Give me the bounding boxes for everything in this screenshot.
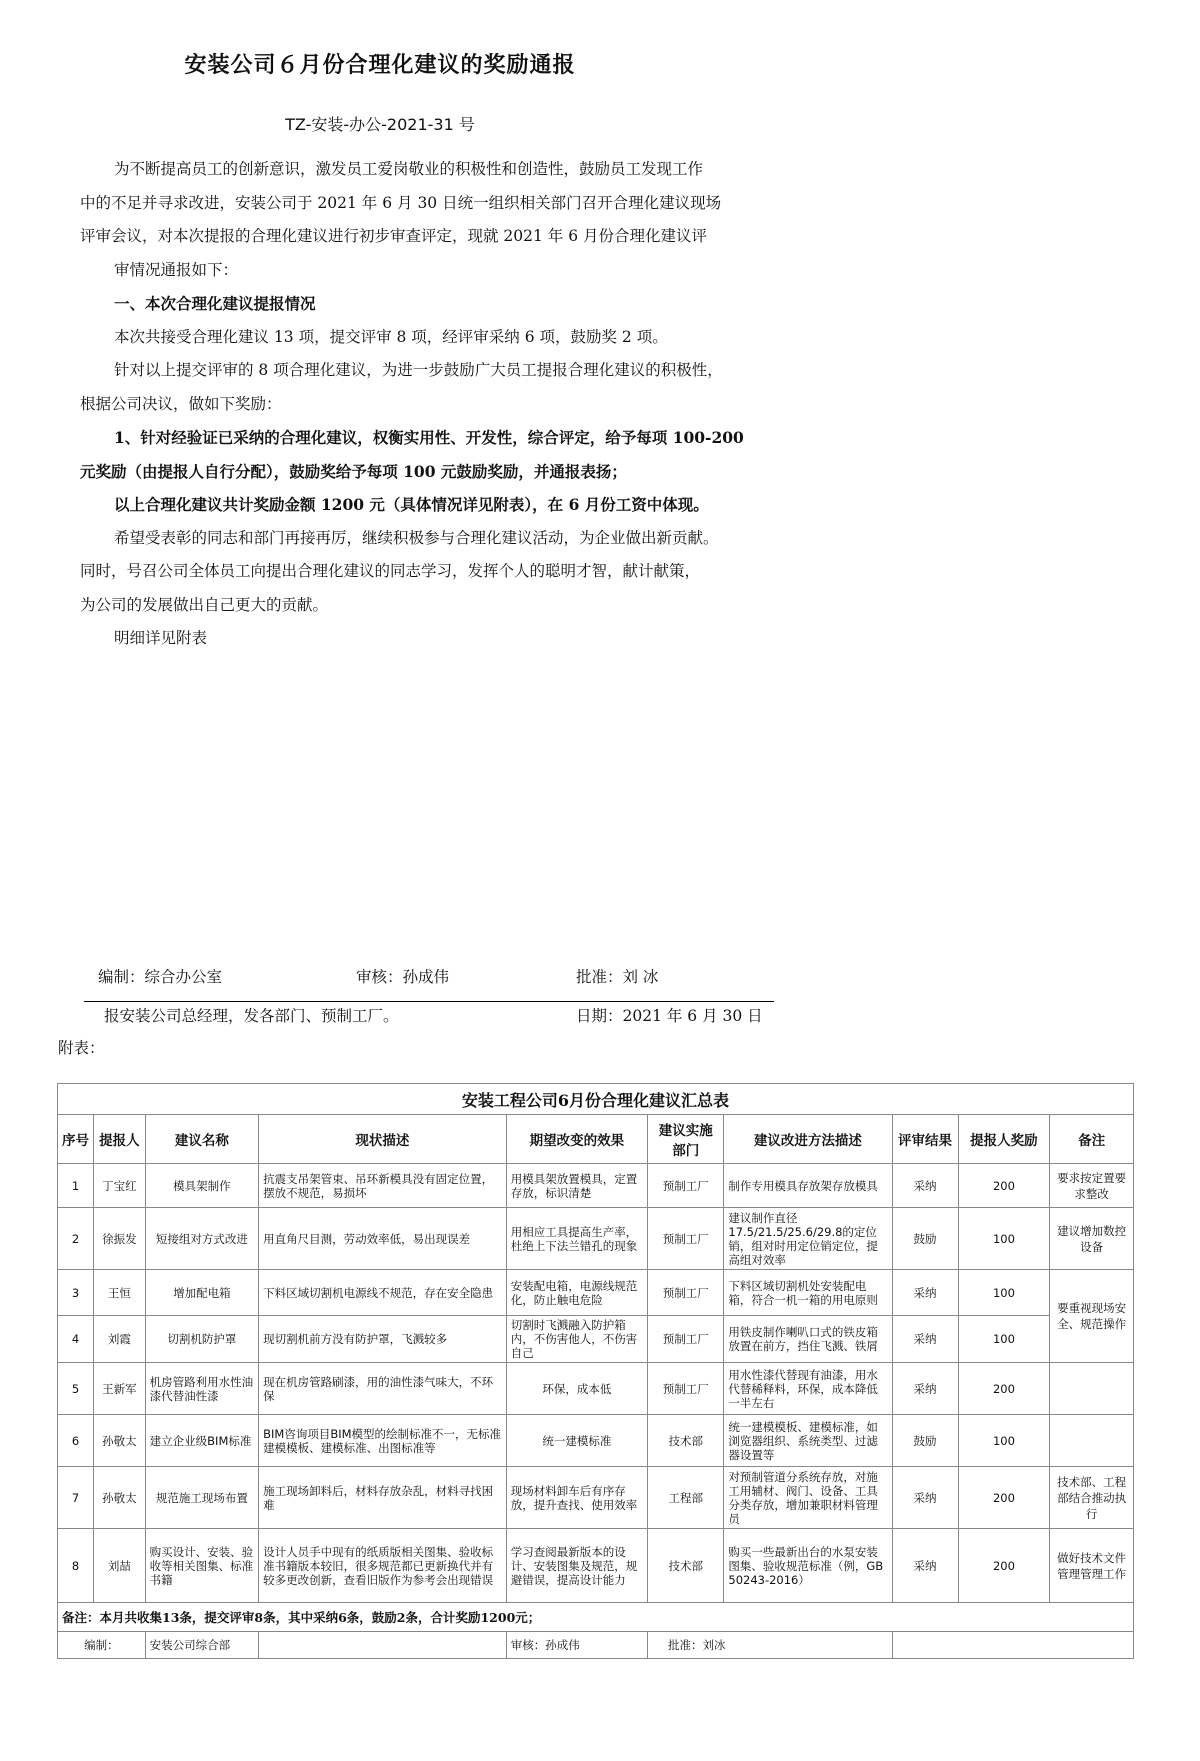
header-effect: 期望改变的效果 <box>506 1115 647 1164</box>
reward-line-1: 针对以上提交评审的 8 项合理化建议，为进一步鼓励广大员工提报合理化建议的积极性， <box>114 361 723 379</box>
cell-status: 设计人员手中现有的纸质版相关图集、验收标准书籍版本较旧，很多规范都已更新换代并有较多更改创新，查看旧版作为参考会出现错误 <box>259 1529 507 1603</box>
table-row <box>58 1208 1134 1270</box>
footer-approved: 批准：刘冰 <box>648 1632 892 1659</box>
cell-dept: 预制工厂 <box>648 1270 724 1316</box>
cell-remark: 做好技术文件管理管理工作 <box>1050 1529 1134 1603</box>
cell-proposer: 王恒 <box>94 1270 146 1316</box>
reviewed-by: 审核：孙成伟 <box>356 968 450 986</box>
cell-no: 5 <box>58 1363 94 1415</box>
header-status: 现状描述 <box>259 1115 507 1164</box>
reward-line-2: 根据公司决议，做如下奖励： <box>80 394 282 413</box>
section-heading: 一、本次合理化建议提报情况 <box>114 294 316 313</box>
hope-line-2: 同时，号召公司全体员工向提出合理化建议的同志学习，发挥个人的聪明才智，献计献策， <box>80 562 701 580</box>
cell-result: 鼓励 <box>892 1208 958 1270</box>
cell-result: 采纳 <box>892 1363 958 1415</box>
hope-line-3: 为公司的发展做出自己更大的贡献。 <box>80 595 329 614</box>
table-footer-row <box>58 1632 1134 1659</box>
cell-proposer: 刘霞 <box>94 1316 146 1363</box>
distribution-row <box>104 1004 784 1032</box>
cell-name: 切割机防护罩 <box>145 1316 258 1363</box>
approved-by: 批准：刘 冰 <box>576 968 659 986</box>
cell-reward: 200 <box>958 1467 1050 1529</box>
cell-dept: 预制工厂 <box>648 1316 724 1363</box>
cell-status: BIM咨询项目BIM模型的绘制标准不一，无标准建模模板、建模标准、出图标准等 <box>259 1415 507 1467</box>
cell-method: 用水性漆代替现有油漆，用水代替稀释料，环保，成本降低一半左右 <box>724 1363 892 1415</box>
cell-result: 鼓励 <box>892 1415 958 1467</box>
section-text: 本次共接受合理化建议 13 项，提交评审 8 项，经评审采纳 6 项，鼓励奖 2 项。 <box>114 327 668 346</box>
distribution-text: 报安装公司总经理，发各部门、预制工厂。 <box>104 1007 399 1025</box>
intro-line-4: 审情况通报如下： <box>114 260 239 279</box>
intro-line-2: 中的不足并寻求改进，安装公司于 2021 年 6 月 30 日统一组织相关部门召开合理化建议现场 <box>80 193 722 212</box>
reward-item-1b: 元奖励（由提报人自行分配），鼓励奖给予每项 100 元鼓励奖励，并通报表扬； <box>80 461 627 481</box>
cell-name: 短接组对方式改进 <box>145 1208 258 1270</box>
divider-line <box>84 1001 774 1002</box>
cell-method: 下料区域切割机处安装配电箱，符合一机一箱的用电原则 <box>724 1270 892 1316</box>
intro-line-3: 评审会议，对本次提报的合理化建议进行初步审查评定，现就 2021 年 6 月份合理化建议评 <box>80 227 708 245</box>
cell-reward: 200 <box>958 1363 1050 1415</box>
cell-no: 3 <box>58 1270 94 1316</box>
cell-method: 购买一些最新出台的水泵安装图集、验收规范标准（例，GB 50243-2016） <box>724 1529 892 1603</box>
cell-effect: 用相应工具提高生产率，杜绝上下法兰错孔的现象 <box>506 1208 647 1270</box>
cell-no: 2 <box>58 1208 94 1270</box>
footer-prepared-value: 安装公司综合部 <box>145 1632 258 1659</box>
cell-reward: 100 <box>958 1208 1050 1270</box>
cell-name: 建立企业级BIM标准 <box>145 1415 258 1467</box>
table-note: 备注：本月共收集13条，提交评审8条，其中采纳6条，鼓励2条，合计奖励1200元； <box>58 1603 1134 1632</box>
header-reward: 提报人奖励 <box>958 1115 1050 1164</box>
cell-no: 6 <box>58 1415 94 1467</box>
cell-proposer: 王新军 <box>94 1363 146 1415</box>
cell-effect: 环保，成本低 <box>506 1363 647 1415</box>
cell-reward: 200 <box>958 1529 1050 1603</box>
header-no: 序号 <box>58 1115 94 1164</box>
cell-proposer: 孙敬太 <box>94 1467 146 1529</box>
header-dept: 建议实施部门 <box>648 1115 724 1164</box>
summary-table-wrapper <box>57 1083 1134 1659</box>
cell-remark: 建议增加数控设备 <box>1050 1208 1134 1270</box>
cell-effect: 用模具架放置模具，定置存放，标识清楚 <box>506 1164 647 1208</box>
detail-note: 明细详见附表 <box>114 629 208 647</box>
header-proposer: 提报人 <box>94 1115 146 1164</box>
reward-item-1a: 1、针对经验证已采纳的合理化建议，权衡实用性、开发性，综合评定，给予每项 100-200 <box>114 428 744 447</box>
cell-status: 现在机房管路刷漆，用的油性漆气味大，不环保 <box>259 1363 507 1415</box>
cell-effect: 现场材料卸车后有序存放，提升查找、使用效率 <box>506 1467 647 1529</box>
table-row <box>58 1363 1134 1415</box>
cell-status: 用直角尺目测，劳动效率低，易出现误差 <box>259 1208 507 1270</box>
attachment-label: 附表： <box>58 1039 105 1057</box>
cell-remark: 技术部、工程部结合推动执行 <box>1050 1467 1134 1529</box>
notice-body <box>80 153 780 656</box>
cell-proposer: 丁宝红 <box>94 1164 146 1208</box>
cell-method: 制作专用模具存放架存放模具 <box>724 1164 892 1208</box>
cell-result: 采纳 <box>892 1164 958 1208</box>
cell-no: 8 <box>58 1529 94 1603</box>
cell-reward: 100 <box>958 1316 1050 1363</box>
cell-no: 7 <box>58 1467 94 1529</box>
cell-name: 模具架制作 <box>145 1164 258 1208</box>
cell-method: 建议制作直径17.5/21.5/25.6/29.8的定位销，组对时用定位销定位，提高组对效率 <box>724 1208 892 1270</box>
cell-method: 对预制管道分系统存放，对施工用辅材、阀门、设备、工具分类存放，增加兼职材料管理员 <box>724 1467 892 1529</box>
prepared-by: 编制：综合办公室 <box>98 968 223 986</box>
cell-result: 采纳 <box>892 1316 958 1363</box>
header-remark: 备注 <box>1050 1115 1134 1164</box>
document-title: 安装公司６月份合理化建议的奖励通报 <box>184 53 576 78</box>
summary-table <box>57 1083 1134 1659</box>
cell-no: 1 <box>58 1164 94 1208</box>
cell-status: 抗震支吊架管束、吊环新模具没有固定位置，摆放不规范，易损坏 <box>259 1164 507 1208</box>
cell-dept: 预制工厂 <box>648 1363 724 1415</box>
cell-remark: 要重视现场安全、规范操作 <box>1050 1270 1134 1363</box>
footer-blank-2 <box>892 1632 1133 1659</box>
cell-status: 现切割机前方没有防护罩，飞溅较多 <box>259 1316 507 1363</box>
issue-date: 日期：2021 年 6 月 30 日 <box>576 1007 763 1025</box>
cell-proposer: 孙敬太 <box>94 1415 146 1467</box>
cell-remark <box>1050 1415 1134 1467</box>
cell-dept: 预制工厂 <box>648 1208 724 1270</box>
cell-remark <box>1050 1363 1134 1415</box>
table-row <box>58 1415 1134 1467</box>
hope-line-1: 希望受表彰的同志和部门再接再厉，继续积极参与合理化建议活动，为企业做出新贡献。 <box>114 528 719 547</box>
table-row <box>58 1270 1134 1316</box>
cell-dept: 技术部 <box>648 1529 724 1603</box>
cell-status: 下料区域切割机电源线不规范，存在安全隐患 <box>259 1270 507 1316</box>
cell-reward: 200 <box>958 1164 1050 1208</box>
cell-dept: 技术部 <box>648 1415 724 1467</box>
document-number: TZ-安装-办公-2021-31 号 <box>285 115 475 134</box>
table-title: 安装工程公司6月份合理化建议汇总表 <box>58 1084 1134 1115</box>
footer-blank <box>259 1632 507 1659</box>
cell-dept: 工程部 <box>648 1467 724 1529</box>
cell-name: 购买设计、安装、验收等相关图集、标准书籍 <box>145 1529 258 1603</box>
cell-proposer: 刘喆 <box>94 1529 146 1603</box>
table-row <box>58 1467 1134 1529</box>
cell-dept: 预制工厂 <box>648 1164 724 1208</box>
cell-name: 增加配电箱 <box>145 1270 258 1316</box>
signoff-row <box>98 965 778 993</box>
table-row <box>58 1529 1134 1603</box>
cell-method: 统一建模模板、建模标准，如浏览器组织、系统类型、过滤器设置等 <box>724 1415 892 1467</box>
header-result: 评审结果 <box>892 1115 958 1164</box>
cell-result: 采纳 <box>892 1529 958 1603</box>
table-header-row <box>58 1115 1134 1164</box>
footer-prepared-label: 编制： <box>58 1632 146 1659</box>
cell-name: 机房管路利用水性油漆代替油性漆 <box>145 1363 258 1415</box>
cell-status: 施工现场卸料后，材料存放杂乱，材料寻找困难 <box>259 1467 507 1529</box>
cell-effect: 切割时飞溅融入防护箱内，不伤害他人，不伤害自己 <box>506 1316 647 1363</box>
cell-proposer: 徐振发 <box>94 1208 146 1270</box>
cell-name: 规范施工现场布置 <box>145 1467 258 1529</box>
cell-result: 采纳 <box>892 1467 958 1529</box>
cell-result: 采纳 <box>892 1270 958 1316</box>
reward-total: 以上合理化建议共计奖励金额 1200 元（具体情况详见附表），在 6 月份工资中体现。 <box>114 495 709 514</box>
cell-reward: 100 <box>958 1270 1050 1316</box>
cell-no: 4 <box>58 1316 94 1363</box>
header-method: 建议改进方法描述 <box>724 1115 892 1164</box>
cell-effect: 安装配电箱，电源线规范化，防止触电危险 <box>506 1270 647 1316</box>
header-name: 建议名称 <box>145 1115 258 1164</box>
table-row <box>58 1316 1134 1363</box>
cell-method: 用铁皮制作喇叭口式的铁皮箱放置在前方，挡住飞溅、铁屑 <box>724 1316 892 1363</box>
cell-remark: 要求按定置要求整改 <box>1050 1164 1134 1208</box>
cell-effect: 学习查阅最新版本的设计、安装图集及规范，规避错误，提高设计能力 <box>506 1529 647 1603</box>
cell-effect: 统一建模标准 <box>506 1415 647 1467</box>
cell-reward: 100 <box>958 1415 1050 1467</box>
footer-reviewed: 审核：孙成伟 <box>506 1632 647 1659</box>
intro-line-1: 为不断提高员工的创新意识，激发员工爱岗敬业的积极性和创造性，鼓励员工发现工作 <box>114 160 704 178</box>
table-row <box>58 1164 1134 1208</box>
